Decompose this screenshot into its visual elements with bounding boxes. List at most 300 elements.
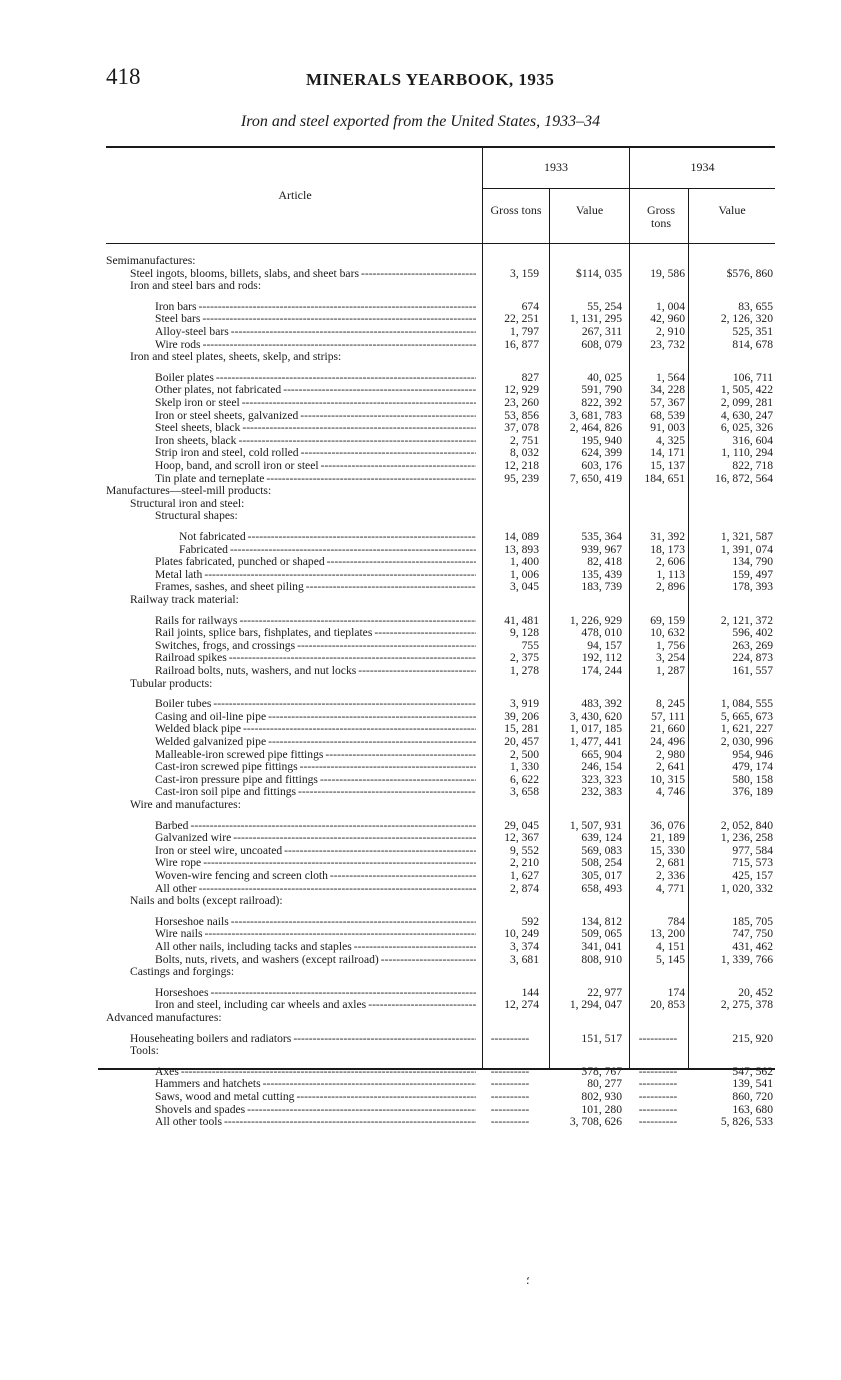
row-label	[155, 301, 476, 314]
tons-1933-cell: 1, 006	[510, 567, 539, 581]
row-label	[155, 845, 476, 858]
value-1934-cell: 2, 126, 320	[720, 312, 773, 326]
value-1933-cell: 3, 430, 620	[569, 709, 622, 723]
row-label	[155, 473, 476, 486]
value-1933-cell: 939, 967	[581, 542, 622, 556]
row-label-text: Casing and oil-line pipe	[155, 710, 267, 723]
tons-1933-cell: 1, 330	[510, 760, 539, 774]
value-1933-cell: 1, 294, 047	[569, 998, 622, 1012]
row-label-text: Iron and steel, including car wheels and axles	[155, 999, 367, 1012]
row-label-text: Galvanized wire	[155, 832, 232, 845]
value-1933-cell: 509, 065	[581, 927, 622, 941]
row-label-text: Steel bars	[155, 313, 201, 326]
table-row	[0, 485, 841, 498]
tons-1933-cell: 41, 481	[504, 613, 539, 627]
row-label	[155, 569, 476, 582]
value-1934-cell: 747, 750	[732, 927, 773, 941]
table-row	[0, 410, 841, 423]
row-label-text: Boiler tubes	[155, 698, 212, 711]
leader-dots	[239, 615, 476, 628]
value-1934-cell: 215, 920	[732, 1031, 773, 1045]
tons-1934-cell: 23, 732	[650, 337, 685, 351]
row-label-text: Rails for railways	[155, 614, 238, 627]
tons-1933-cell: 12, 367	[504, 831, 539, 845]
tons-1934-cell: 2, 336	[656, 869, 685, 882]
value-1933-cell: 55, 254	[587, 299, 622, 313]
row-label-text: Advanced manufactures:	[106, 1012, 222, 1024]
value-1933-cell: 478, 010	[581, 626, 622, 640]
row-label-text: Railway track material:	[130, 594, 239, 606]
leader-dots	[210, 987, 476, 1000]
value-1933-cell: 40, 025	[587, 370, 622, 384]
value-1933-cell: 341, 041	[581, 940, 622, 953]
value-1934-cell: 1, 020, 332	[720, 881, 773, 895]
table-row	[0, 999, 841, 1012]
tons-1933-cell: 3, 919	[510, 697, 539, 711]
row-label-text: Saws, wood and metal cutting	[155, 1091, 295, 1103]
tons-1934-cell: 42, 960	[650, 312, 685, 326]
row-label	[155, 384, 476, 397]
row-label	[155, 820, 476, 833]
leader-dots	[321, 460, 476, 473]
tons-1933-cell: 2, 375	[510, 651, 539, 665]
table-row	[0, 351, 841, 364]
row-label	[155, 883, 476, 896]
tons-1933-cell: 3, 681	[510, 952, 539, 966]
table-row	[0, 966, 841, 979]
table-row	[0, 954, 841, 967]
leader-dots	[284, 845, 476, 858]
tons-1933-cell: 2, 500	[510, 747, 539, 761]
row-label-text: Steel sheets, black	[155, 422, 241, 435]
value-1933-cell: 7, 650, 419	[569, 471, 622, 485]
tons-1934-cell: 69, 159	[650, 613, 685, 627]
row-label	[155, 761, 476, 774]
gross-tons-header-1934: Gross tons	[646, 203, 675, 230]
tons-1933-cell: 3, 159	[510, 266, 539, 280]
tons-1933-cell: ----------	[490, 1090, 530, 1103]
value-1934-cell: 715, 573	[732, 856, 773, 870]
leader-dots	[381, 954, 476, 967]
row-label	[130, 966, 476, 979]
tons-1933-cell: 39, 206	[504, 709, 539, 723]
value-1934-cell: 2, 052, 840	[720, 818, 773, 832]
row-label	[130, 678, 476, 691]
value-1933-cell: 323, 323	[581, 772, 622, 786]
value-1934-cell: $576, 860	[726, 266, 773, 280]
row-label	[155, 698, 476, 711]
row-label-text: Horseshoe nails	[155, 915, 229, 928]
tons-1934-cell: 19, 586	[650, 266, 685, 280]
row-label-text: Strip iron and steel, cold rolled	[155, 447, 299, 460]
row-label-text: Shovels and spades	[155, 1103, 246, 1116]
tons-1933-cell: 1, 278	[510, 664, 539, 677]
row-label	[155, 326, 476, 339]
tons-1933-cell: ----------	[490, 1115, 530, 1129]
row-label	[155, 435, 476, 448]
leader-dots	[238, 435, 476, 448]
tons-1933-cell: ----------	[490, 1031, 530, 1045]
row-label-text: All other tools	[155, 1116, 222, 1129]
tons-1934-cell: 15, 137	[650, 459, 685, 472]
leader-dots	[283, 384, 476, 397]
value-1934-cell: 1, 321, 587	[720, 530, 773, 543]
tons-1933-cell: 827	[521, 370, 539, 384]
value-1934-cell: 431, 462	[732, 940, 773, 953]
leader-dots	[300, 761, 476, 774]
table-row	[0, 845, 841, 858]
row-label-text: Cast-iron pressure pipe and fittings	[155, 773, 318, 786]
table-row	[0, 987, 841, 1000]
leader-dots	[229, 652, 476, 665]
value-1934-cell: 5, 665, 673	[720, 709, 773, 723]
value-1934-cell: 860, 720	[732, 1090, 773, 1103]
table-row	[0, 749, 841, 762]
table-row	[0, 1045, 841, 1058]
tons-1933-cell: ----------	[490, 1064, 530, 1078]
value-1933-cell: 1, 477, 441	[569, 735, 622, 748]
tons-1933-cell: 9, 552	[510, 843, 539, 857]
year-1934-header: 1934	[690, 160, 715, 174]
table-row	[0, 556, 841, 569]
tons-1933-cell: 12, 929	[504, 383, 539, 397]
table-row	[0, 544, 841, 557]
tons-1934-cell: 57, 111	[651, 709, 685, 723]
row-label	[155, 313, 476, 326]
table-row	[0, 883, 841, 896]
row-label	[130, 280, 476, 293]
table-row	[0, 280, 841, 293]
value-1934-cell: 316, 604	[732, 433, 773, 447]
tons-1934-cell: 31, 392	[650, 530, 685, 543]
value-1934-cell: 20, 452	[738, 985, 773, 999]
row-label-text: Manufactures—steel-mill products:	[106, 485, 272, 498]
value-1933-cell: 569, 083	[581, 843, 622, 857]
leader-dots	[268, 711, 476, 724]
tons-1933-cell: 144	[521, 985, 539, 999]
value-1933-cell: 535, 364	[581, 530, 622, 543]
row-label	[155, 774, 476, 787]
leader-dots	[361, 268, 476, 281]
value-1934-cell: 1, 339, 766	[720, 952, 773, 966]
tons-1934-cell: 184, 651	[644, 471, 685, 485]
tons-1933-cell: 674	[521, 299, 539, 313]
tons-1934-cell: 2, 606	[656, 555, 685, 569]
leader-dots	[368, 999, 476, 1012]
tons-1934-cell: ----------	[638, 1102, 678, 1116]
leader-dots	[301, 447, 476, 460]
tons-1934-cell: 10, 315	[650, 772, 685, 786]
tons-1934-cell: 1, 564	[656, 370, 685, 384]
table-row	[0, 473, 841, 486]
tons-1933-cell: 8, 032	[510, 446, 539, 460]
tons-1933-cell: 3, 374	[510, 940, 539, 953]
tons-1933-cell: 95, 239	[504, 471, 539, 485]
row-label	[130, 594, 476, 607]
row-label	[155, 723, 476, 736]
table-row	[0, 1091, 841, 1104]
row-label	[106, 255, 476, 268]
leader-dots	[204, 569, 476, 582]
value-1933-cell: 802, 930	[581, 1090, 622, 1103]
table-row	[0, 665, 841, 678]
table-row	[0, 435, 841, 448]
value-1934-cell: 263, 269	[732, 638, 773, 652]
leader-dots	[327, 556, 476, 569]
value-1934-cell: 2, 275, 378	[720, 998, 773, 1012]
tons-1933-cell: 6, 622	[510, 772, 539, 786]
row-label	[179, 531, 476, 544]
row-label-text: Iron sheets, black	[155, 434, 237, 447]
row-label-text: Wire rope	[155, 857, 202, 870]
row-label	[155, 581, 476, 594]
table-row	[0, 1012, 841, 1025]
leader-dots	[320, 774, 476, 787]
row-label-text: Boiler plates	[155, 371, 214, 384]
row-label	[155, 339, 476, 352]
value-1933-cell: 822, 392	[581, 396, 622, 409]
row-label-text: Iron or steel wire, uncoated	[155, 844, 283, 857]
leader-dots	[233, 832, 476, 845]
leader-dots	[181, 1066, 476, 1079]
row-label-text: Wire nails	[155, 928, 203, 941]
table-row	[0, 895, 841, 908]
value-1933-cell: 1, 131, 295	[569, 312, 622, 326]
value-1933-cell: 192, 112	[581, 651, 622, 665]
tons-1933-cell: 12, 274	[504, 998, 539, 1012]
table-row	[0, 384, 841, 397]
tons-1934-cell: 4, 151	[656, 940, 685, 953]
row-label-text: Bolts, nuts, rivets, and washers (except railroad)	[155, 953, 379, 966]
tons-1933-cell: 23, 260	[504, 396, 539, 409]
value-1933-cell: 80, 277	[587, 1077, 622, 1091]
table-row	[0, 857, 841, 870]
value-1934-cell: 83, 655	[738, 299, 773, 313]
leader-dots	[354, 941, 476, 954]
tons-1933-cell: 13, 893	[504, 542, 539, 556]
value-1933-cell: 3, 681, 783	[569, 408, 622, 422]
tons-1934-cell: 5, 145	[656, 952, 685, 966]
leader-dots	[300, 410, 476, 423]
value-1933-cell: 639, 124	[581, 831, 622, 845]
row-label-text: Structural iron and steel:	[130, 497, 245, 510]
row-label	[130, 799, 476, 812]
table-row	[0, 820, 841, 833]
value-1933-cell: 174, 244	[581, 664, 622, 677]
value-1933-cell: 591, 790	[581, 383, 622, 397]
row-label-text: Steel ingots, blooms, billets, slabs, and sheet bars	[130, 267, 359, 280]
row-label	[155, 954, 476, 967]
leader-dots	[243, 723, 476, 736]
tons-1934-cell: 2, 896	[656, 580, 685, 594]
footer-mark: ؛	[526, 1274, 530, 1287]
leader-dots	[213, 698, 476, 711]
value-1933-cell: 195, 940	[581, 433, 622, 447]
row-label-text: Switches, frogs, and crossings	[155, 639, 296, 652]
tons-1933-cell: 15, 281	[504, 722, 539, 736]
table-row	[0, 510, 841, 523]
leader-dots	[374, 627, 476, 640]
table-row	[0, 627, 841, 640]
tons-1934-cell: 1, 287	[656, 664, 685, 677]
leader-dots	[296, 1091, 476, 1104]
row-label-text: Nails and bolts (except railroad):	[130, 895, 283, 908]
table-row	[0, 569, 841, 582]
value-1934-cell: 106, 711	[732, 370, 773, 384]
row-label-text: Rail joints, splice bars, fishplates, and tieplates	[155, 627, 373, 640]
value-1933-cell: 508, 254	[581, 856, 622, 870]
row-label	[155, 665, 476, 678]
value-1934-cell: 1, 084, 555	[720, 697, 773, 711]
leader-dots	[297, 640, 476, 653]
row-label-text: Cast-iron screwed pipe fittings	[155, 761, 298, 774]
row-label-text: Skelp iron or steel	[155, 397, 240, 409]
row-label-text: Not fabricated	[179, 531, 246, 543]
row-label	[155, 510, 476, 523]
value-1934-cell: 224, 873	[732, 651, 773, 665]
row-label-text: Tools:	[130, 1045, 159, 1058]
leader-dots	[190, 820, 476, 833]
value-1933-cell: 82, 418	[587, 555, 622, 569]
value-1934-cell: 185, 705	[732, 914, 773, 928]
value-1933-cell: 624, 399	[581, 446, 622, 460]
row-label-text: Wire and manufactures:	[130, 799, 241, 811]
tons-1934-cell: ----------	[638, 1031, 678, 1045]
table-row	[0, 799, 841, 812]
row-label-text: Fabricated	[179, 543, 228, 556]
row-label	[155, 736, 476, 749]
value-1933-cell: 608, 079	[581, 337, 622, 351]
tons-1933-cell: 755	[521, 638, 539, 652]
row-label-text: Woven-wire fencing and screen cloth	[155, 870, 328, 882]
row-label-text: Barbed	[155, 819, 189, 832]
row-label	[155, 987, 476, 1000]
value-1933-cell: 246, 154	[581, 760, 622, 774]
row-label-text: Iron and steel plates, sheets, skelp, and strips:	[130, 351, 342, 364]
row-label	[106, 485, 476, 498]
tons-1933-cell: 53, 856	[504, 408, 539, 422]
row-label-text: Wire rods	[155, 338, 201, 351]
row-label-text: Metal lath	[155, 568, 203, 581]
row-label	[155, 410, 476, 423]
value-1934-cell: 425, 157	[732, 869, 773, 882]
value-header-1933: Value	[575, 203, 604, 217]
table-row	[0, 447, 841, 460]
row-label-text: Welded black pipe	[155, 723, 241, 736]
value-1934-cell: 139, 541	[732, 1077, 773, 1091]
table-row	[0, 313, 841, 326]
value-1933-cell: 305, 017	[581, 869, 622, 882]
tons-1933-cell: 12, 218	[504, 459, 539, 472]
table-row	[0, 698, 841, 711]
row-label	[130, 1033, 476, 1046]
row-label-text: Tin plate and terneplate	[155, 472, 265, 485]
tons-1933-cell: 22, 251	[504, 312, 539, 326]
value-1934-cell: 161, 557	[732, 664, 773, 677]
table-row	[0, 1066, 841, 1079]
tons-1933-cell: 592	[521, 914, 539, 928]
tons-1934-cell: 2, 980	[656, 747, 685, 761]
tons-1934-cell: 34, 228	[650, 383, 685, 397]
row-label	[130, 895, 476, 908]
tons-1933-cell: 29, 045	[504, 818, 539, 832]
row-label-text: Railroad bolts, nuts, washers, and nut locks	[155, 665, 357, 677]
row-label-text: Hoop, band, and scroll iron or steel	[155, 460, 319, 472]
row-label-text: All other nails, including tacks and staples	[155, 941, 352, 953]
table-row	[0, 1078, 841, 1091]
row-label-text: Plates fabricated, punched or shaped	[155, 556, 325, 569]
tons-1934-cell: 91, 003	[650, 421, 685, 435]
table-row	[0, 498, 841, 511]
leader-dots	[358, 665, 476, 678]
tons-1933-cell: 1, 627	[510, 869, 539, 882]
tons-1934-cell: 4, 746	[656, 785, 685, 799]
article-header: Article	[278, 188, 312, 202]
value-1934-cell: 977, 584	[732, 843, 773, 857]
leader-dots	[293, 1033, 476, 1046]
row-label-text: Castings and forgings:	[130, 966, 235, 979]
tons-1933-cell: 37, 078	[504, 421, 539, 435]
row-label	[155, 1091, 476, 1104]
value-1934-cell: 596, 402	[732, 626, 773, 640]
tons-1933-cell: 2, 210	[510, 856, 539, 870]
row-label	[155, 447, 476, 460]
tons-1934-cell: 4, 325	[656, 433, 685, 447]
page-number: 418	[106, 64, 141, 89]
tons-1934-cell: 174	[667, 985, 685, 999]
tons-1934-cell: 8, 245	[656, 697, 685, 711]
row-label-text: Horseshoes	[155, 986, 209, 999]
tons-1934-cell: 2, 910	[656, 325, 685, 338]
value-1934-cell: 376, 189	[732, 785, 773, 799]
value-1934-cell: 16, 872, 564	[715, 471, 773, 485]
value-1933-cell: 2, 464, 826	[569, 421, 622, 435]
table-row	[0, 736, 841, 749]
row-label-text: Railroad spikes	[155, 652, 227, 665]
table-row	[0, 615, 841, 628]
leader-dots	[216, 372, 476, 385]
table-row	[0, 1033, 841, 1046]
row-label-text: Hammers and hatchets	[155, 1078, 261, 1091]
row-label	[155, 857, 476, 870]
row-label	[155, 1078, 476, 1091]
value-1933-cell: $114, 035	[576, 266, 622, 280]
tons-1934-cell: 68, 539	[650, 408, 685, 422]
tons-1933-cell: 3, 658	[510, 785, 539, 799]
value-1933-cell: 183, 739	[581, 580, 622, 594]
tons-1934-cell: 24, 496	[650, 735, 685, 748]
tons-1933-cell: ----------	[490, 1102, 530, 1116]
table-row	[0, 761, 841, 774]
value-1933-cell: 267, 311	[581, 325, 622, 338]
tons-1934-cell: 18, 173	[650, 542, 685, 556]
row-label	[155, 749, 476, 762]
leader-dots	[203, 857, 476, 870]
table-row	[0, 678, 841, 691]
tons-1933-cell: 14, 089	[504, 530, 539, 543]
value-1934-cell: 163, 680	[732, 1102, 773, 1116]
table-row	[0, 711, 841, 724]
leader-dots	[202, 313, 476, 326]
row-label-text: Iron bars	[155, 300, 197, 313]
value-1934-cell: 159, 497	[732, 567, 773, 581]
row-label-text: Alloy-steel bars	[155, 326, 229, 338]
row-label	[155, 832, 476, 845]
row-label	[130, 351, 476, 364]
row-label	[106, 1012, 476, 1025]
tons-1934-cell: ----------	[638, 1077, 678, 1091]
tons-1933-cell: 3, 045	[510, 580, 539, 594]
